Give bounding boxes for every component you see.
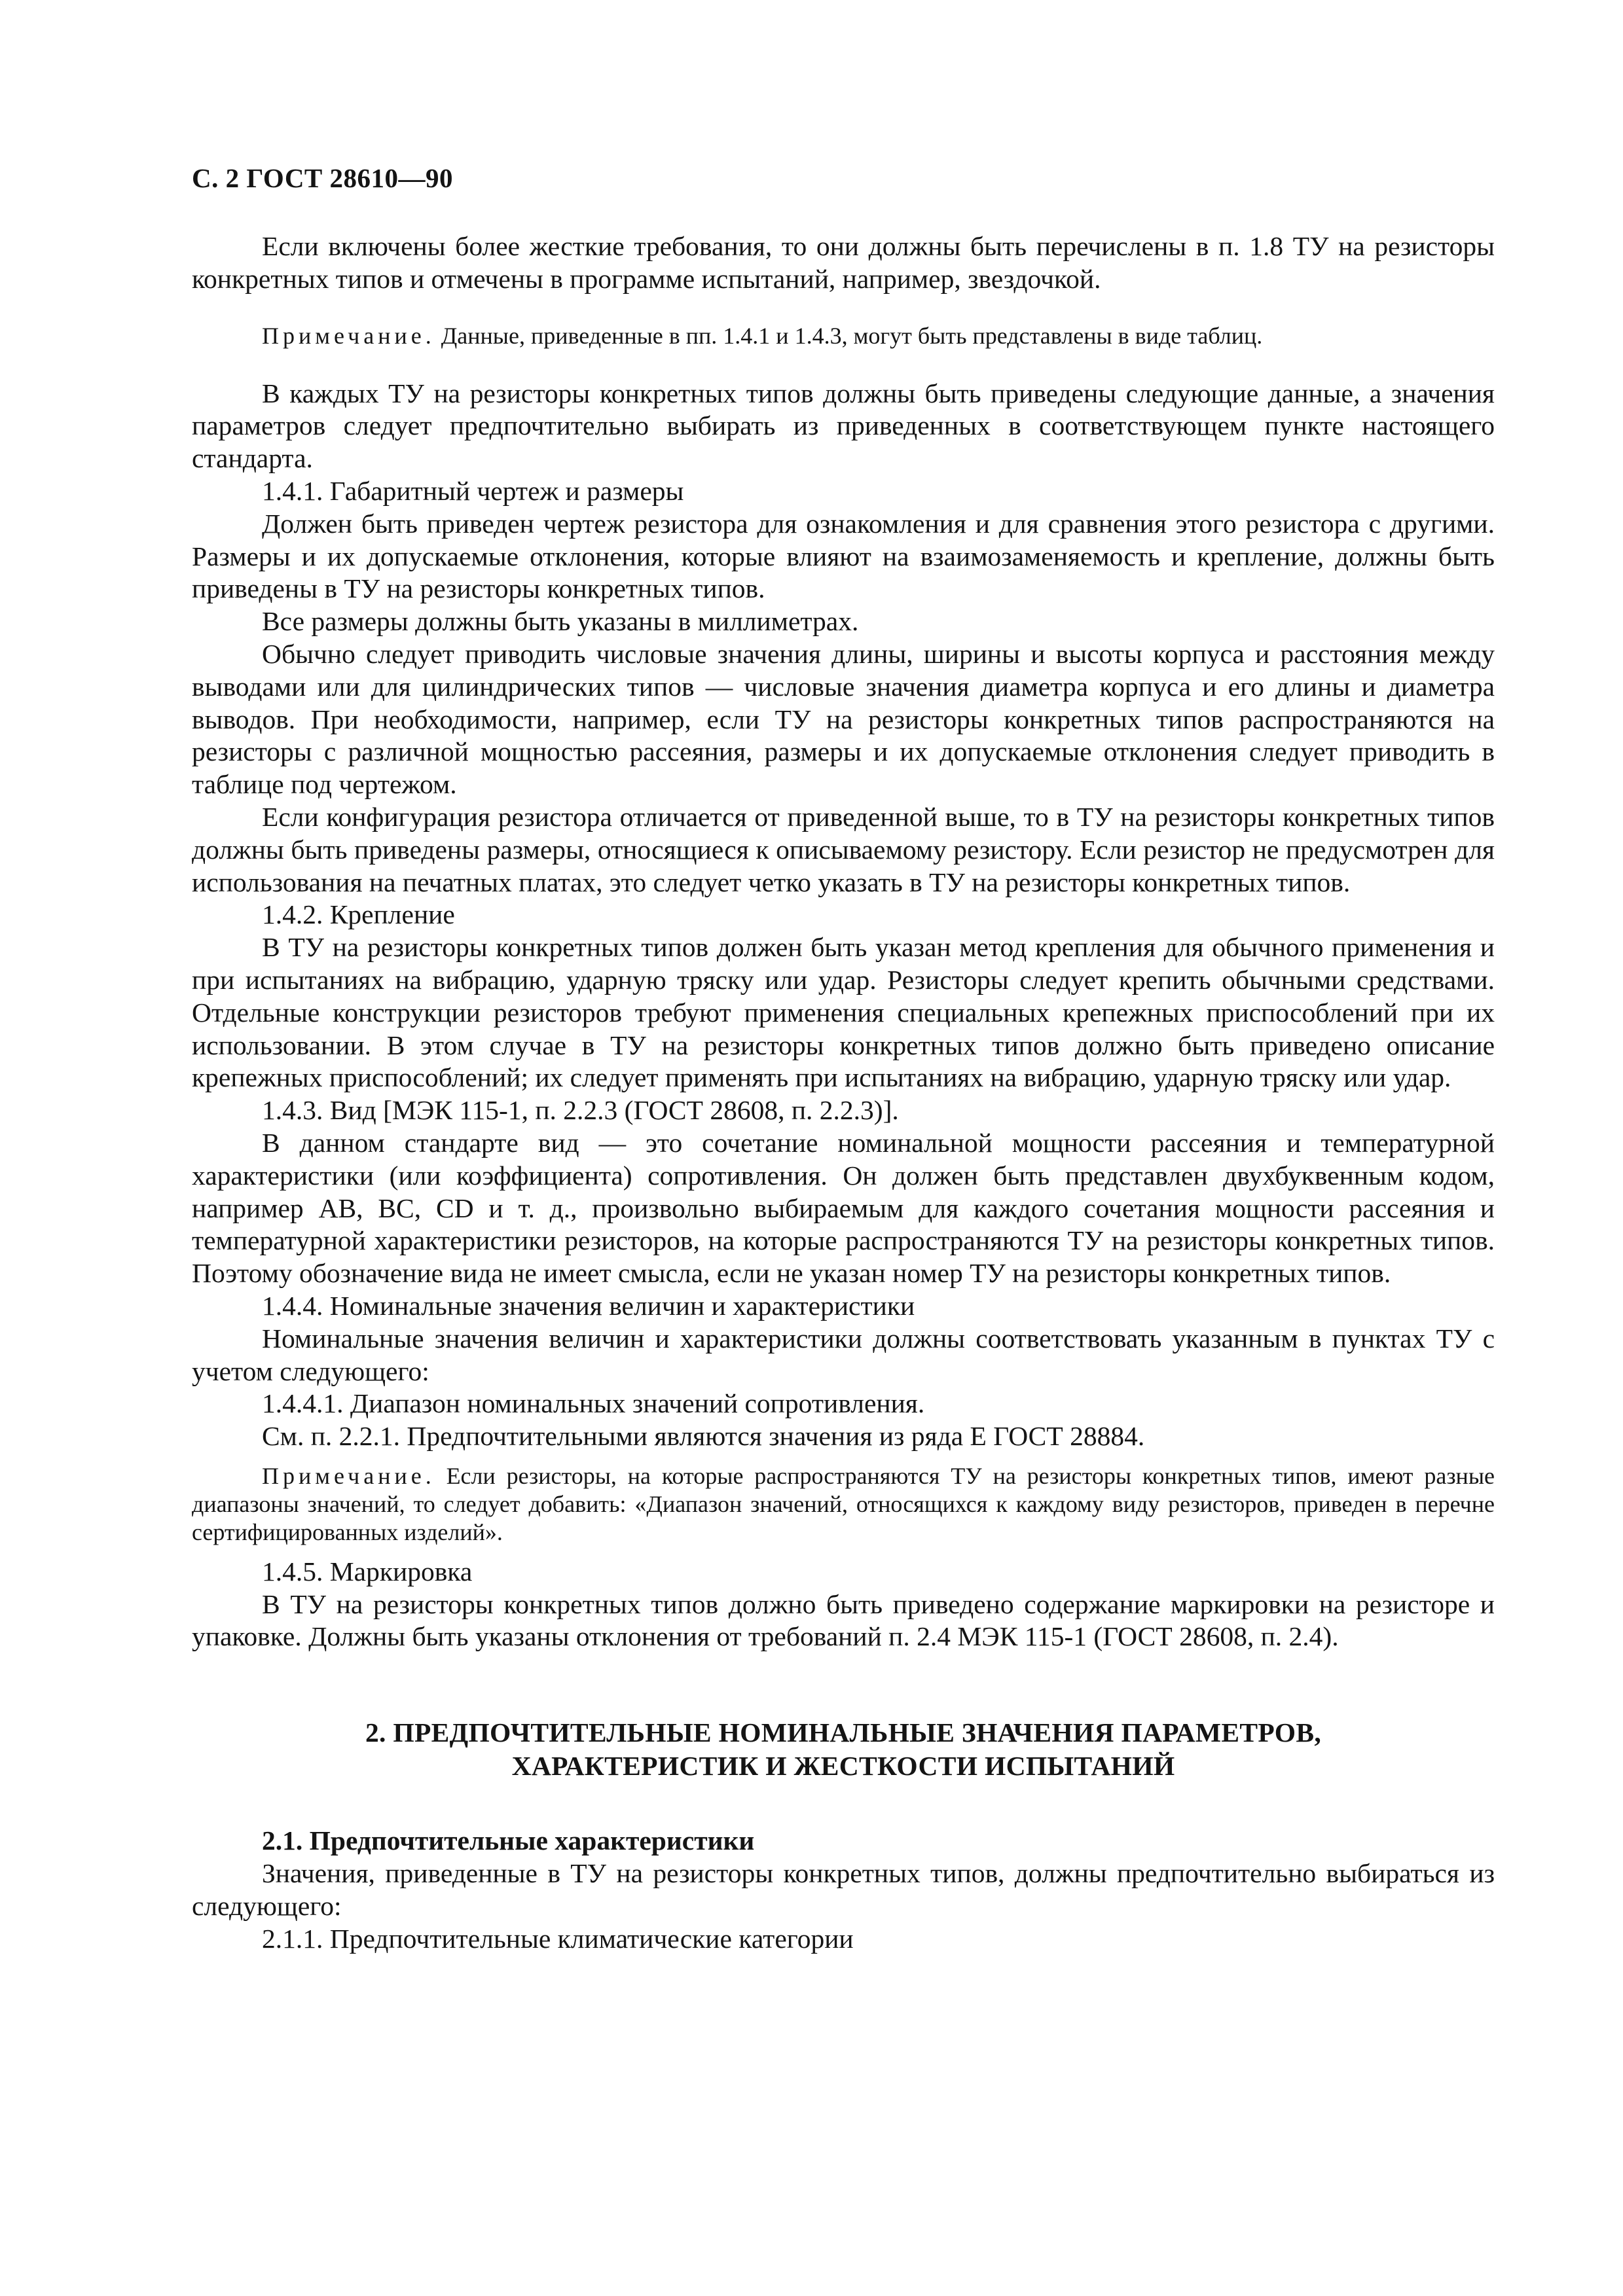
clause-1-4-4-heading: 1.4.4. Номинальные значения величин и характеристики: [262, 1290, 915, 1321]
paragraph-e-series: См. п. 2.2.1. Предпочтительными являются значения из ряда Е ГОСТ 28884.: [262, 1421, 1145, 1452]
note-text: Данные, приведенные в пп. 1.4.1 и 1.4.3, могут быть представлены в виде таблиц.: [435, 322, 1263, 349]
paragraph-mounting: В ТУ на резисторы конкретных типов должен быть указан метод крепления для обычного применения и при испытаниях на вибрацию, ударную тряску или удар. Резисторы следует крепить обычными средствами. Отдельные конструкции резисторов требуют применения специальных крепежных приспособлений при их использовании. В этом случае в ТУ на резисторы конкретных типов должно быть приведено описание крепежных приспособлений; их следует применять при испытаниях на вибрацию, ударную тряску или удар.: [192, 932, 1495, 1093]
clause-1-4-1-heading: 1.4.1. Габаритный чертеж и размеры: [262, 475, 684, 506]
clause-1-4-5-heading: 1.4.5. Маркировка: [262, 1556, 473, 1587]
document-body: [192, 230, 1495, 1955]
page-header: С. 2 ГОСТ 28610—90: [192, 163, 454, 193]
clause-1-4-2-heading: 1.4.2. Крепление: [262, 899, 455, 930]
note-text: Если резисторы, на которые распространяются ТУ на резисторы конкретных типов, имеют разные диапазоны значений, то следует добавить: «Диапазон значений, относящихся к каждому виду резисторов, приведен в перечне сертифицированных изделий».: [192, 1462, 1495, 1545]
note-tables: [192, 322, 1495, 350]
section-2-title: [192, 1716, 1495, 1783]
paragraph-ratings: Номинальные значения величин и характеристики должны соответствовать указанным в пунктах ТУ с учетом следующего:: [192, 1323, 1495, 1386]
paragraph-drawing: Должен быть приведен чертеж резистора для ознакомления и для сравнения этого резистора с другими. Размеры и их допускаемые отклонения, которые влияют на взаимозаменяемость и крепление, должны быть приведены в ТУ на резисторы конкретных типов.: [192, 508, 1495, 604]
paragraph-marking: В ТУ на резисторы конкретных типов должно быть приведено содержание маркировки на резисторе и упаковке. Должны быть указаны отклонения от требований п. 2.4 МЭК 115-1 (ГОСТ 28608, п. 2.4).: [192, 1588, 1495, 1652]
note-label: Примечание.: [262, 322, 435, 349]
clause-1-4-4-1-heading: 1.4.4.1. Диапазон номинальных значений сопротивления.: [262, 1388, 925, 1419]
paragraph-millimeters: Все размеры должны быть указаны в миллиметрах.: [262, 606, 859, 637]
clause-2-1-1-heading: 2.1.1. Предпочтительные климатические категории: [262, 1923, 854, 1954]
paragraph-tu-data: В каждых ТУ на резисторы конкретных типов должны быть приведены следующие данные, а значения параметров следует предпочтительно выбирать из приведенных в соответствующем пункте настоящего стандарта.: [192, 378, 1495, 474]
section-2-title-line1: 2. ПРЕДПОЧТИТЕЛЬНЫЕ НОМИНАЛЬНЫЕ ЗНАЧЕНИЯ ПАРАМЕТРОВ,: [365, 1717, 1321, 1748]
paragraph-strict-requirements: Если включены более жесткие требования, то они должны быть перечислены в п. 1.8 ТУ на резисторы конкретных типов и отмечены в программе испытаний, например, звездочкой.: [192, 231, 1495, 294]
clause-1-4-3-heading: 1.4.3. Вид [МЭК 115-1, п. 2.2.3 (ГОСТ 28608, п. 2.2.3)].: [262, 1095, 899, 1126]
paragraph-style: В данном стандарте вид — это сочетание номинальной мощности рассеяния и температурной характеристики (или коэффициента) сопротивления. Он должен быть представлен двухбуквенным кодом, например AB, BC, CD и т. д., произвольно выбираемым для каждого сочетания мощности рассеяния и температурной характеристики резисторов, на которые распространяются ТУ на резисторы конкретных типов. Поэтому обозначение вида не имеет смысла, если не указан номер ТУ на резисторы конкретных типов.: [192, 1127, 1495, 1289]
subsection-2-1-title: 2.1. Предпочтительные характеристики: [262, 1825, 755, 1856]
paragraph-configuration: Если конфигурация резистора отличается от приведенной выше, то в ТУ на резисторы конкретных типов должны быть приведены размеры, относящиеся к описываемому резистору. Если резистор не предусмотрен для использования на печатных платах, это следует четко указать в ТУ на резисторы конкретных типов.: [192, 801, 1495, 897]
section-2-title-line2: ХАРАКТЕРИСТИК И ЖЕСТКОСТИ ИСПЫТАНИЙ: [511, 1751, 1175, 1782]
paragraph-preferred-values: Значения, приведенные в ТУ на резисторы конкретных типов, должны предпочтительно выбираться из следующего:: [192, 1858, 1495, 1921]
note-ranges: [192, 1462, 1495, 1547]
paragraph-dimensions: Обычно следует приводить числовые значения длины, ширины и высоты корпуса и расстояния между выводами или для цилиндрических типов — числовые значения диаметра корпуса и его длины и диаметра выводов. При необходимости, например, если ТУ на резисторы конкретных типов распространяются на резисторы с различной мощностью рассеяния, размеры и их допускаемые отклонения следует приводить в таблице под чертежом.: [192, 638, 1495, 800]
note-label: Примечание.: [262, 1462, 435, 1489]
